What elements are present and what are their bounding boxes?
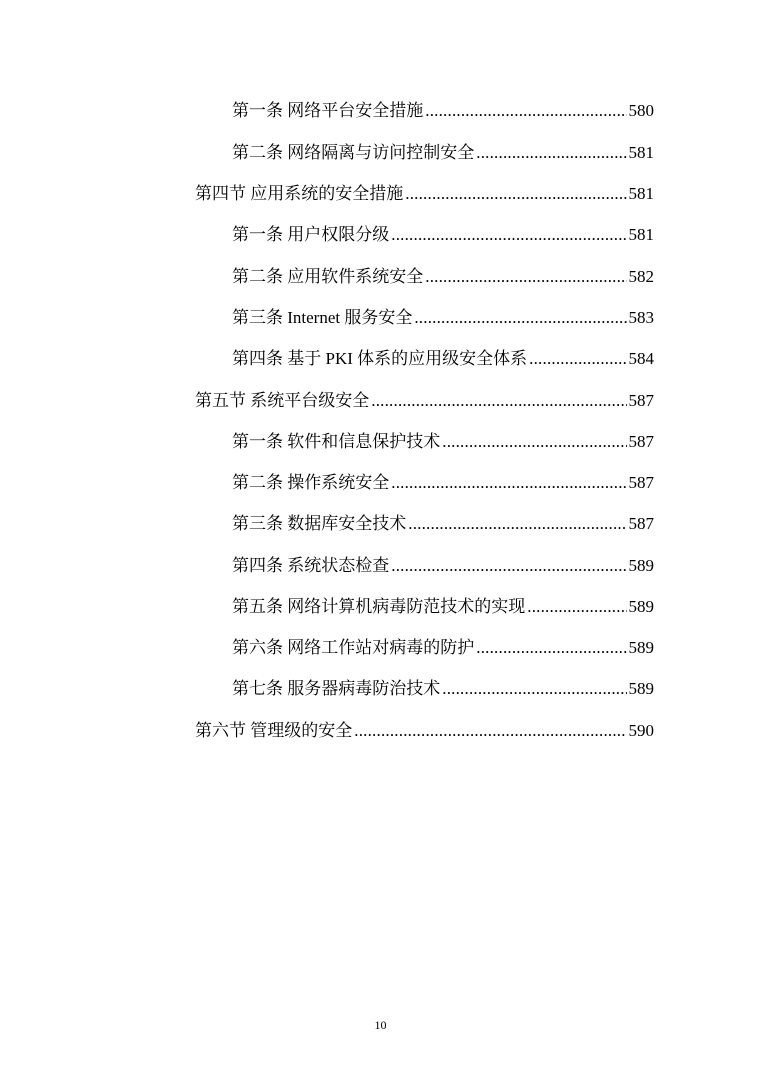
toc-entry[interactable]: [232, 551, 654, 577]
toc-dot-leader: [408, 513, 626, 535]
toc-entry[interactable]: [232, 509, 654, 535]
toc-entry-page: 587: [628, 391, 654, 410]
toc-entry-page: 587: [628, 432, 654, 451]
toc-entry-page: 590: [628, 721, 654, 740]
toc-entry-title: 第四条 系统状态检查: [232, 556, 390, 575]
toc-entry-title: 第三条 数据库安全技术: [232, 514, 407, 533]
toc-entry-title: 第四条 基于 PKI 体系的应用级安全体系: [232, 349, 528, 368]
toc-entry-page: 584: [628, 349, 654, 368]
toc-dot-leader: [371, 390, 626, 412]
toc-entry-page: 589: [628, 679, 654, 698]
toc-entry[interactable]: [232, 427, 654, 453]
toc-entry-title: 第二条 网络隔离与访问控制安全: [232, 143, 475, 162]
toc-entry[interactable]: [232, 674, 654, 700]
toc-entry-title: 第二条 操作系统安全: [232, 473, 390, 492]
toc-entry-title: 第一条 网络平台安全措施: [232, 101, 424, 120]
toc-entry-page: 589: [628, 597, 654, 616]
toc-entry-title: 第七条 服务器病毒防治技术: [232, 679, 441, 698]
toc-entry-page: 581: [628, 143, 654, 162]
page-number: 10: [374, 1018, 387, 1032]
toc-dot-leader: [425, 100, 626, 122]
toc-entry[interactable]: [232, 96, 654, 122]
toc-section-entry[interactable]: [195, 716, 654, 742]
toc-entry-page: 587: [628, 514, 654, 533]
toc-entry-title: 第四节 应用系统的安全措施: [195, 184, 404, 203]
toc-dot-leader: [391, 224, 626, 246]
toc-dot-leader: [391, 555, 626, 577]
toc-entry[interactable]: [232, 220, 654, 246]
toc-entry[interactable]: [232, 468, 654, 494]
toc-section-entry[interactable]: [195, 179, 654, 205]
toc-dot-leader: [527, 596, 626, 618]
toc-dot-leader: [425, 266, 626, 288]
toc-entry-page: 589: [628, 638, 654, 657]
toc-entry-page: 581: [628, 225, 654, 244]
toc-entry-title: 第一条 软件和信息保护技术: [232, 432, 441, 451]
toc-dot-leader: [476, 637, 626, 659]
toc-entry-page: 587: [628, 473, 654, 492]
toc-entry[interactable]: [232, 633, 654, 659]
toc-dot-leader: [405, 183, 626, 205]
toc-entry[interactable]: [232, 262, 654, 288]
toc-entry-page: 589: [628, 556, 654, 575]
toc-dot-leader: [442, 678, 626, 700]
toc-entry[interactable]: [232, 344, 654, 370]
toc-entry-page: 580: [628, 101, 654, 120]
toc-entry[interactable]: [232, 303, 654, 329]
toc-section-entry[interactable]: [195, 386, 654, 412]
toc-dot-leader: [529, 348, 626, 370]
toc-entry-title: 第五节 系统平台级安全: [195, 391, 370, 410]
toc-entry-title: 第六条 网络工作站对病毒的防护: [232, 638, 475, 657]
toc-entry-title: 第二条 应用软件系统安全: [232, 267, 424, 286]
toc-dot-leader: [354, 720, 626, 742]
toc-dot-leader: [391, 472, 626, 494]
toc-entry-title: 第五条 网络计算机病毒防范技术的实现: [232, 597, 526, 616]
toc-dot-leader: [414, 307, 626, 329]
toc-entry-title: 第六节 管理级的安全: [195, 721, 353, 740]
toc-dot-leader: [476, 142, 626, 164]
toc-entry-page: 582: [628, 267, 654, 286]
toc-entry[interactable]: [232, 592, 654, 618]
toc-entry[interactable]: [232, 138, 654, 164]
toc-entry-title: 第三条 Internet 服务安全: [232, 308, 413, 327]
toc-entry-title: 第一条 用户权限分级: [232, 225, 390, 244]
toc-dot-leader: [442, 431, 626, 453]
toc-entry-page: 583: [628, 308, 654, 327]
toc-entry-page: 581: [628, 184, 654, 203]
